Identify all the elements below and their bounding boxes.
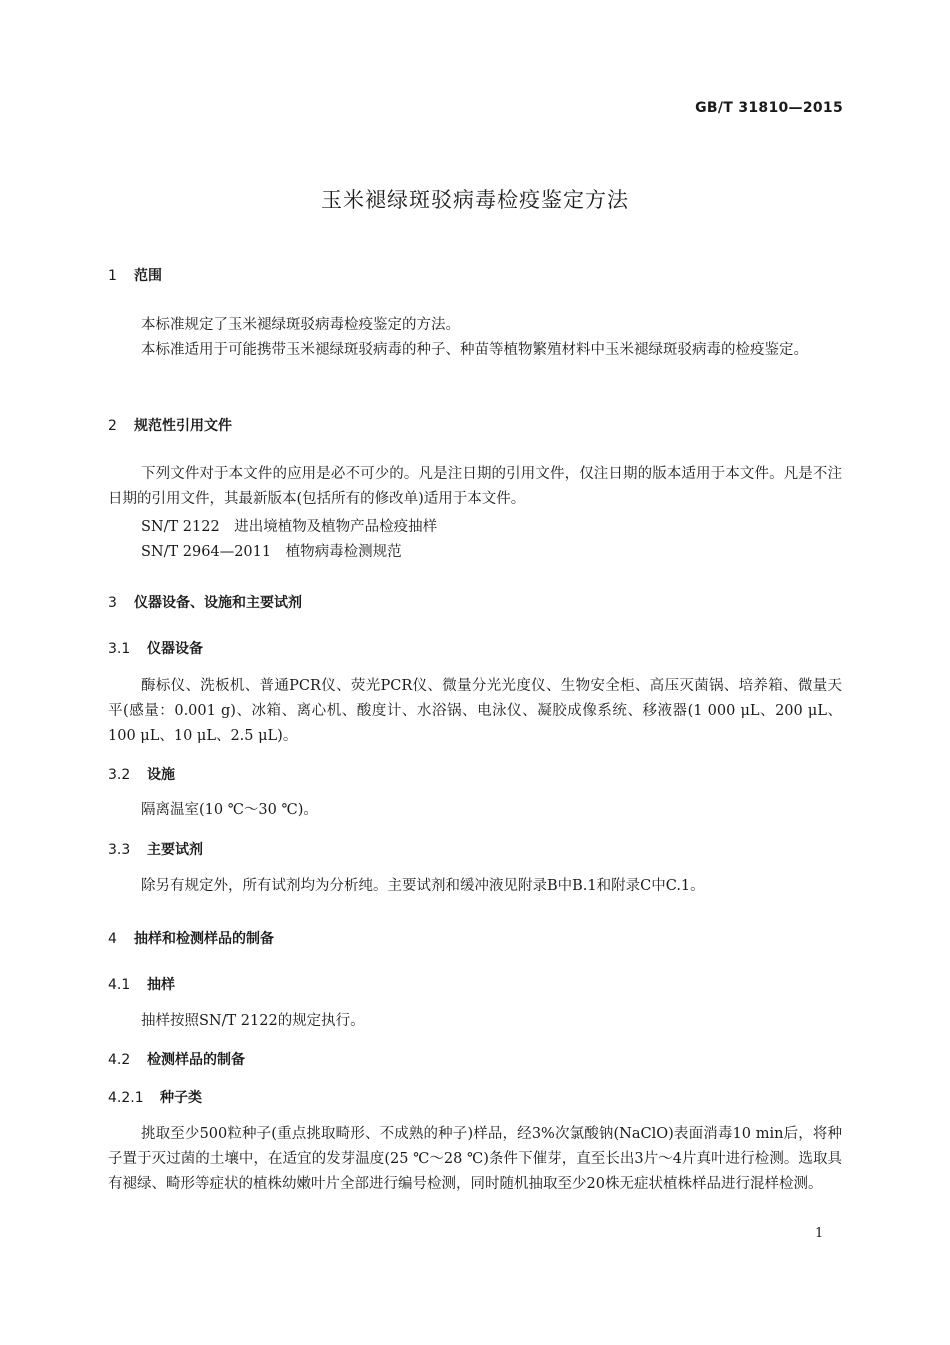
section-4-1-paragraph: 抽样按照SN/T 2122的规定执行。 [141, 1013, 365, 1029]
section-4-2-heading [108, 1049, 245, 1069]
section-4-1-heading [108, 974, 175, 994]
section-title: 仪器设备 [147, 641, 203, 657]
section-3-3-paragraph: 除另有规定外，所有试剂均为分析纯。主要试剂和缓冲液见附录B中B.1和附录C中C.1。 [141, 878, 705, 894]
section-4-2-1-heading [108, 1087, 202, 1107]
reference-sn-t-2122: SN/T 2122 进出境植物及植物产品检疫抽样 [141, 519, 438, 535]
section-title: 抽样和检测样品的制备 [134, 931, 274, 947]
section-title: 规范性引用文件 [134, 418, 232, 434]
section-1-heading [108, 265, 162, 285]
section-2-paragraph: 下列文件对于本文件的应用是必不可少的。凡是注日期的引用文件，仅注日期的版本适用于本文件。凡是不注日期的引用文件，其最新版本(包括所有的修改单)适用于本文件。 [108, 466, 842, 507]
section-3-1-paragraph: 酶标仪、洗板机、普通PCR仪、荧光PCR仪、微量分光光度仪、生物安全柜、高压灭菌锅、培养箱、微量天平(感量：0.001 g)、冰箱、离心机、酸度计、水浴锅、电泳仪、凝胶成像系统、移液器(1 000 μL、200 μL、100 μL、10 μL、2.5 μL)。 [108, 678, 842, 744]
section-2-heading [108, 415, 232, 435]
section-1-paragraph-2: 本标准适用于可能携带玉米褪绿斑驳病毒的种子、种苗等植物繁殖材料中玉米褪绿斑驳病毒的检疫鉴定。 [141, 342, 808, 358]
section-number: 1 [108, 268, 117, 284]
section-title: 种子类 [160, 1090, 202, 1106]
section-3-heading [108, 592, 302, 612]
section-title: 抽样 [147, 977, 175, 993]
section-number: 3.3 [108, 842, 131, 858]
document-title: 玉米褪绿斑驳病毒检疫鉴定方法 [321, 188, 629, 212]
section-3-3-heading [108, 839, 203, 859]
page-number: 1 [815, 1226, 824, 1241]
section-number: 3.2 [108, 767, 131, 783]
section-title: 检测样品的制备 [147, 1052, 245, 1068]
reference-sn-t-2964: SN/T 2964—2011 植物病毒检测规范 [141, 544, 402, 560]
section-title: 范围 [134, 268, 162, 284]
standard-code: GB/T 31810—2015 [695, 100, 843, 116]
section-number: 4 [108, 931, 117, 947]
section-1-paragraph-1: 本标准规定了玉米褪绿斑驳病毒检疫鉴定的方法。 [141, 317, 460, 333]
section-number: 4.2.1 [108, 1090, 144, 1106]
section-number: 3 [108, 595, 117, 611]
section-3-1-heading [108, 638, 203, 658]
section-4-2-1-paragraph: 挑取至少500粒种子(重点挑取畸形、不成熟的种子)样品，经3%次氯酸钠(NaClO)表面消毒10 min后，将种子置于灭过菌的土壤中，在适宜的发芽温度(25 ℃～28 ℃)条件下催芽，直至长出3片～4片真叶进行检测。选取具有褪绿、畸形等症状的植株幼嫩叶片全部进行编号检测，同时随机抽取至少20株无症状植株样品进行混样检测。 [108, 1126, 842, 1192]
section-number: 2 [108, 418, 117, 434]
section-number: 4.1 [108, 977, 131, 993]
section-3-2-heading [108, 764, 175, 784]
section-4-heading [108, 928, 274, 948]
section-number: 4.2 [108, 1052, 131, 1068]
section-3-2-paragraph: 隔离温室(10 ℃～30 ℃)。 [141, 802, 318, 818]
section-title: 仪器设备、设施和主要试剂 [134, 595, 302, 611]
section-title: 主要试剂 [147, 842, 203, 858]
section-number: 3.1 [108, 641, 131, 657]
section-title: 设施 [147, 767, 175, 783]
